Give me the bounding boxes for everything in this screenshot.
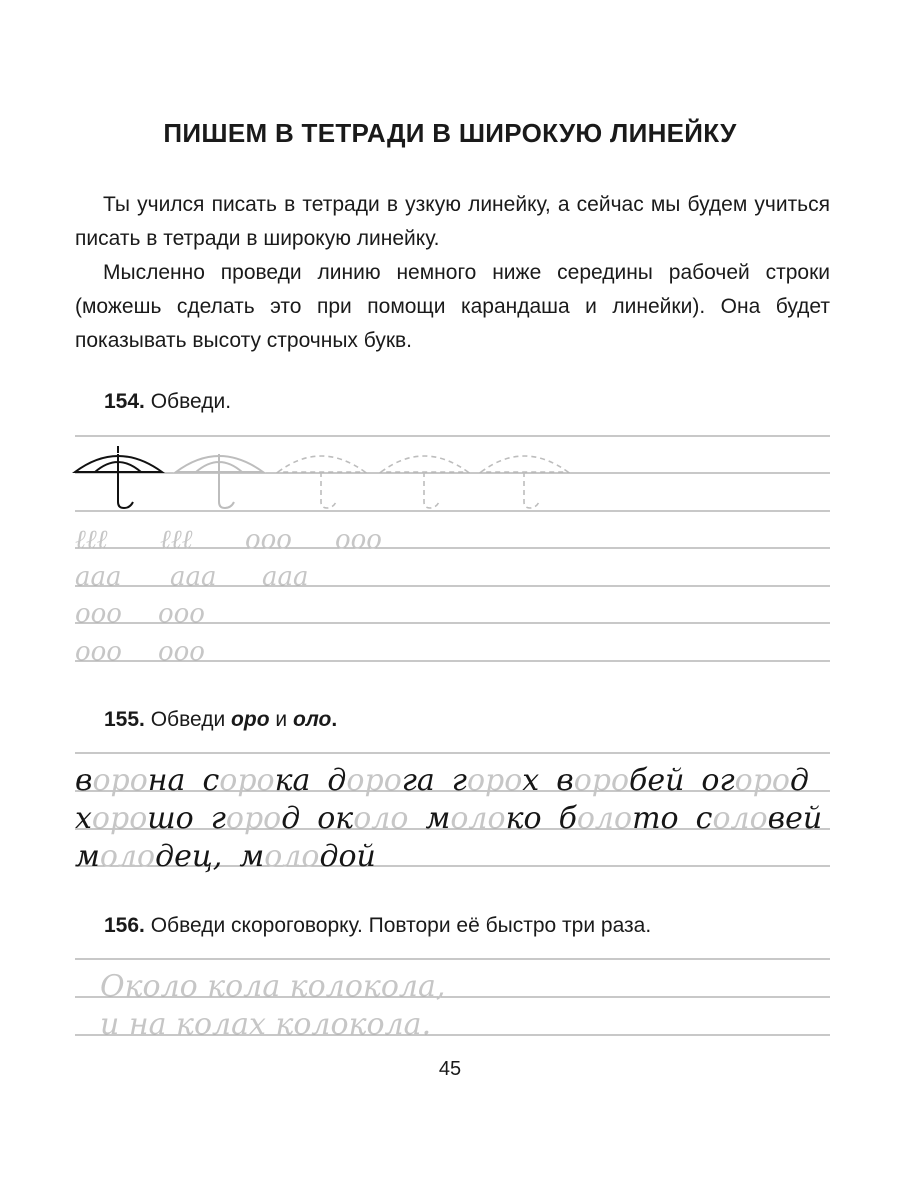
traceable-letters: оло: [353, 801, 409, 836]
task-text: Обведи скороговорку. Повтори её быстро три раза.: [150, 914, 652, 937]
trace-letters: ооо: [75, 637, 122, 667]
written-letters: на: [147, 763, 186, 798]
task-155-line-1: [75, 763, 809, 798]
task-text-and: и: [269, 708, 293, 731]
oro-highlight: оро: [231, 708, 270, 731]
written-letters: в: [75, 763, 93, 798]
trace-word: [211, 801, 301, 836]
traceable-letters: оло: [99, 839, 156, 874]
umbrella-icon: [481, 456, 568, 508]
written-letters: г: [451, 763, 467, 798]
trace-row-a: [75, 562, 309, 592]
trace-word: [452, 763, 540, 798]
task-number: 154.: [104, 390, 145, 413]
page-title: ПИШЕМ В ТЕТРАДИ В ШИРОКУЮ ЛИНЕЙКУ: [163, 118, 737, 148]
trace-row-o2: [75, 637, 205, 667]
traceable-letters: оро: [92, 763, 148, 798]
trace-strokes: ооо: [335, 525, 382, 555]
trace-word: [425, 801, 541, 836]
traceable-letters: оро: [225, 801, 282, 836]
trace-word: [696, 801, 823, 836]
trace-letters: ооо: [158, 637, 205, 667]
written-letters: шо: [147, 801, 194, 836]
trace-letters: ааа: [262, 562, 309, 592]
trace-strokes: ℓℓℓ: [160, 525, 193, 555]
traceable-letters: оро: [219, 763, 275, 798]
written-letters: д: [281, 801, 301, 836]
umbrella-icon: [176, 454, 263, 508]
umbrella-icon: [278, 456, 365, 508]
written-letters: х: [522, 763, 540, 798]
tongue-twister-line-2: и на колах колокола.: [100, 1007, 432, 1042]
trace-word: [239, 839, 376, 874]
task-155-line-2: [75, 801, 822, 836]
traceable-letters: оло: [576, 801, 633, 836]
written-letters: с: [202, 763, 220, 798]
trace-row-o1: [75, 599, 205, 629]
written-letters: д: [789, 763, 809, 798]
written-letters: дой: [319, 839, 376, 874]
umbrella-icon: [75, 446, 162, 508]
task-text: Обведи.: [150, 390, 232, 413]
written-letters: м: [239, 839, 265, 874]
page-number: 45: [438, 1058, 462, 1080]
written-letters: м: [425, 801, 451, 836]
traceable-letters: оро: [734, 763, 790, 798]
written-letters: бей: [629, 763, 685, 798]
written-letters: х: [75, 801, 92, 836]
task-text-period: .: [331, 708, 338, 731]
written-letters: дец,: [155, 839, 223, 874]
traceable-letters: оро: [346, 763, 402, 798]
trace-word: [75, 763, 185, 798]
trace-letters: ааа: [75, 562, 122, 592]
traceable-letters: оро: [573, 763, 630, 798]
trace-row-strokes: [75, 525, 382, 555]
umbrella-icon: [381, 456, 468, 508]
trace-word: [75, 801, 194, 836]
written-letters: д: [327, 763, 347, 798]
trace-word: [75, 839, 222, 874]
trace-strokes: ооо: [245, 525, 292, 555]
trace-word: [317, 801, 408, 836]
task-155-line-3: [75, 839, 376, 874]
written-letters: то: [632, 801, 679, 836]
trace-letters: ооо: [158, 599, 205, 629]
traceable-letters: оло: [264, 839, 320, 874]
traceable-letters: оло: [712, 801, 768, 836]
written-letters: ко: [505, 801, 542, 836]
written-letters: б: [558, 801, 577, 836]
traceable-letters: оро: [91, 801, 148, 836]
written-letters: в: [556, 763, 574, 798]
written-letters: га: [401, 763, 435, 798]
written-letters: вей: [767, 801, 823, 836]
traceable-letters: оло: [450, 801, 506, 836]
traceable-letters: оро: [466, 763, 523, 798]
written-letters: ок: [317, 801, 354, 836]
trace-letters: ааа: [170, 562, 217, 592]
trace-word: [559, 801, 679, 836]
trace-strokes: ℓℓℓ: [75, 525, 108, 555]
tongue-twister-line-1: Около кола колокола,: [100, 969, 446, 1004]
olo-highlight: оло: [292, 708, 332, 731]
intro-paragraph-2: Мысленно проведи линию немного ниже середины рабочей строки (можешь сделать это при помощи карандаша и линейки). Она будет показывать высоту строчных букв.: [75, 261, 830, 352]
trace-word: [556, 763, 684, 798]
task-number: 155.: [104, 708, 145, 731]
written-letters: г: [210, 801, 226, 836]
trace-word: [327, 763, 434, 798]
written-letters: ог: [701, 763, 735, 798]
intro-paragraph-1: Ты учился писать в тетради в узкую линейку, а сейчас мы будем учиться писать в тетради в широкую линейку.: [75, 193, 830, 250]
trace-word: [701, 763, 809, 798]
written-letters: м: [75, 839, 100, 874]
written-letters: ка: [274, 763, 311, 798]
task-text: Обведи: [150, 708, 232, 731]
written-letters: с: [695, 801, 713, 836]
trace-word: [202, 763, 310, 798]
trace-letters: ооо: [75, 599, 122, 629]
task-number: 156.: [104, 914, 145, 937]
